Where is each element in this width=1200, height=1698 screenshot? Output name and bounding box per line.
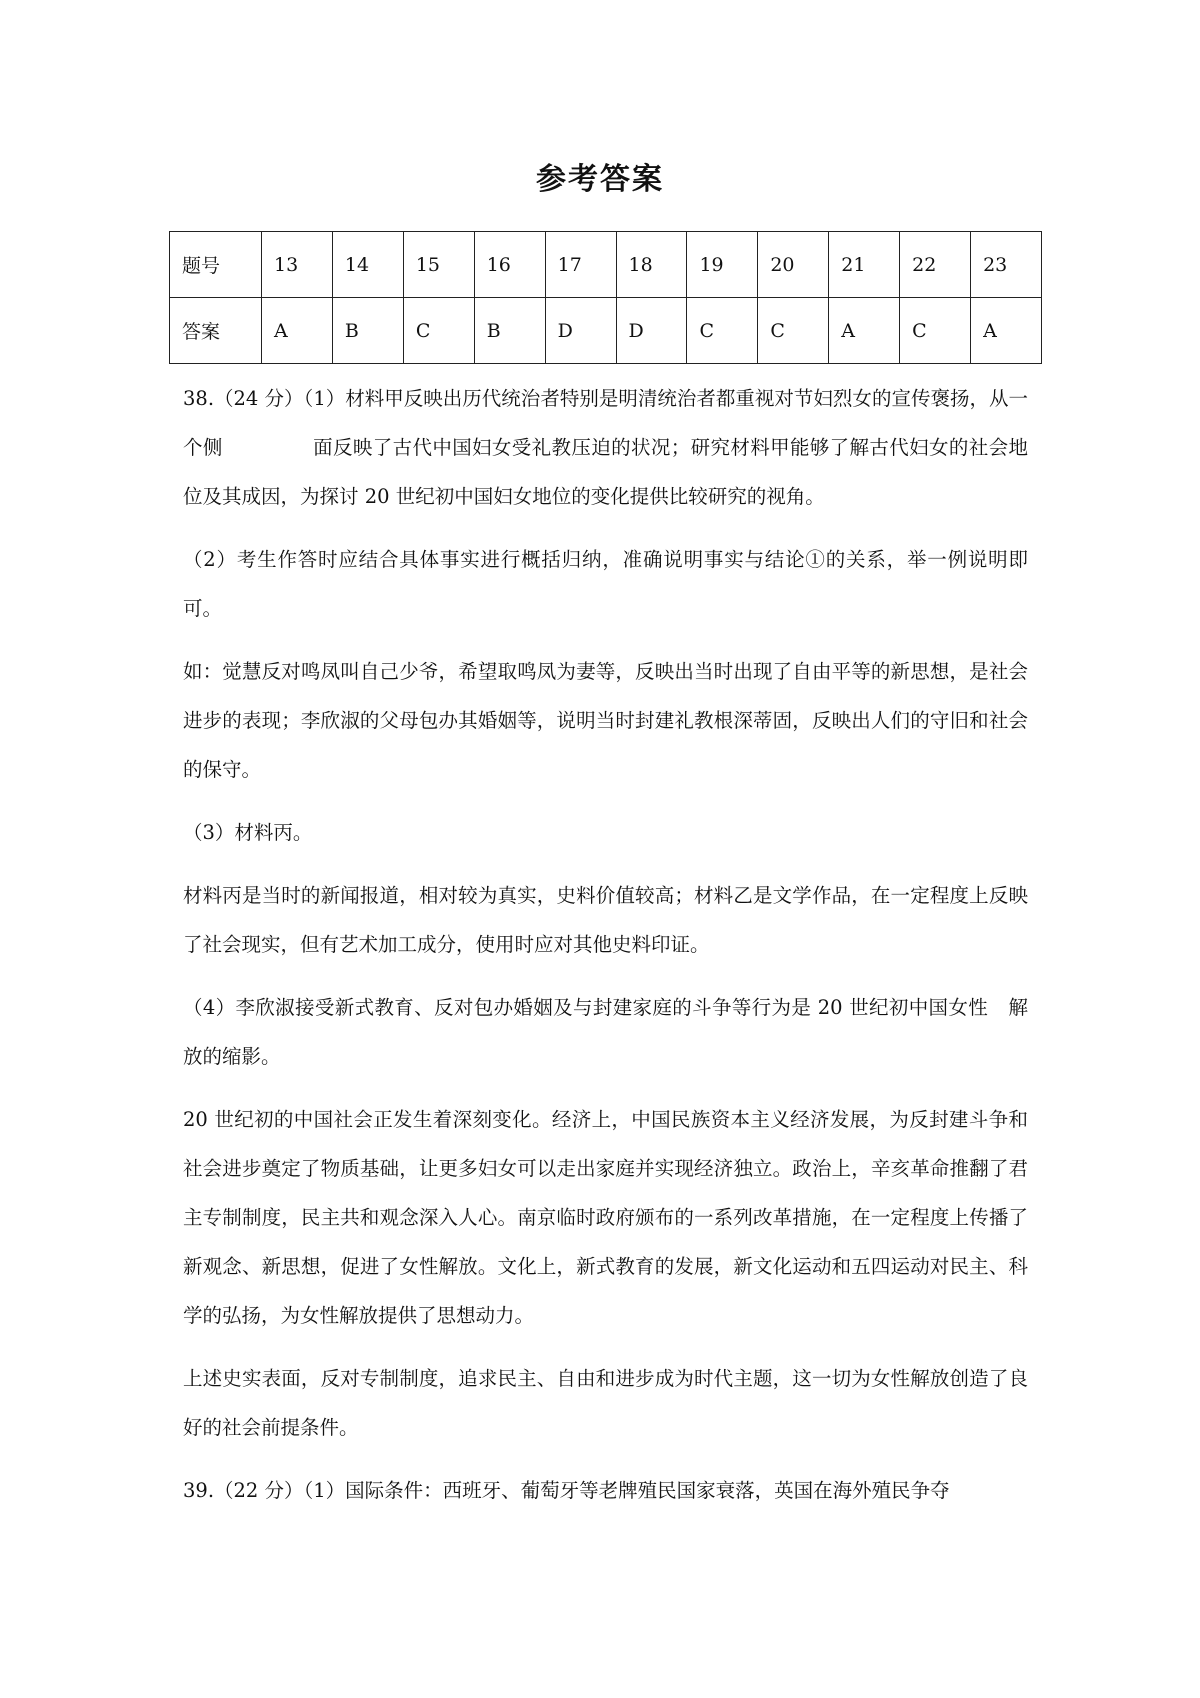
text-run: 解放的缩影。 xyxy=(183,996,1028,1068)
table-cell: 15 xyxy=(403,232,474,298)
table-cell: D xyxy=(616,298,687,364)
table-cell: 22 xyxy=(900,232,971,298)
text-run: 面反映了古代中国妇女受礼教压迫的状况；研究材料甲能够了解古代妇女的社会地位及其成因，为探讨 20 世纪初中国妇女地位的变化提供比较研究的视角。 xyxy=(183,436,1028,508)
table-cell: A xyxy=(262,298,333,364)
paragraph-q39-part1: 39.（22 分）（1）国际条件：西班牙、葡萄牙等老牌殖民国家衰落，英国在海外殖民争夺 xyxy=(183,1479,950,1502)
paragraph-q38-part3: （3）材料丙。 xyxy=(183,821,313,844)
paragraph-q38-part4 xyxy=(183,983,1028,1081)
table-cell: B xyxy=(332,298,403,364)
table-cell: 17 xyxy=(545,232,616,298)
row-label-question-number: 题号 xyxy=(170,232,262,298)
table-cell: C xyxy=(687,298,758,364)
table-cell: 13 xyxy=(262,232,333,298)
row-label-answer: 答案 xyxy=(170,298,262,364)
paragraph-q38-part1 xyxy=(183,374,1028,521)
answer-row xyxy=(170,298,1042,364)
table-cell: A xyxy=(971,298,1042,364)
table-cell: B xyxy=(474,298,545,364)
table-cell: 20 xyxy=(758,232,829,298)
table-cell: C xyxy=(758,298,829,364)
table-cell: 16 xyxy=(474,232,545,298)
table-cell: 19 xyxy=(687,232,758,298)
text-run: 38.（24 分）（1）材料甲反映出历代统治者特别是明清统治者都重视对节妇烈女的宣传褒扬，从一个侧 xyxy=(183,387,1028,459)
table-cell: 23 xyxy=(971,232,1042,298)
answer-table xyxy=(169,231,1042,364)
text-run: （4）李欣淑接受新式教育、反对包办婚姻及与封建家庭的斗争等行为是 20 世纪初中国女性 xyxy=(183,996,989,1019)
table-cell: A xyxy=(829,298,900,364)
table-cell: 14 xyxy=(332,232,403,298)
table-cell: 21 xyxy=(829,232,900,298)
paragraph-q38-part2: （2）考生作答时应结合具体事实进行概括归纳，准确说明事实与结论①的关系，举一例说明即可。 xyxy=(183,548,1028,620)
table-cell: D xyxy=(545,298,616,364)
table-cell: C xyxy=(403,298,474,364)
paragraph-q38-part3-explanation: 材料丙是当时的新闻报道，相对较为真实，史料价值较高；材料乙是文学作品，在一定程度上反映了社会现实，但有艺术加工成分，使用时应对其他史料印证。 xyxy=(183,884,1028,956)
paragraph-q38-conclusion: 上述史实表面，反对专制制度，追求民主、自由和进步成为时代主题，这一切为女性解放创造了良好的社会前提条件。 xyxy=(183,1367,1028,1439)
answer-content xyxy=(183,374,1028,1529)
paragraph-q38-background: 20 世纪初的中国社会正发生着深刻变化。经济上，中国民族资本主义经济发展，为反封建斗争和社会进步奠定了物质基础，让更多妇女可以走出家庭并实现经济独立。政治上，辛亥革命推翻了君主专制制度，民主共和观念深入人心。南京临时政府颁布的一系列改革措施，在一定程度上传播了新观念、新思想，促进了女性解放。文化上，新式教育的发展，新文化运动和五四运动对民主、科学的弘扬，为女性解放提供了思想动力。 xyxy=(183,1108,1028,1327)
paragraph-q38-example: 如：觉慧反对鸣凤叫自己少爷，希望取鸣凤为妻等，反映出当时出现了自由平等的新思想，是社会进步的表现；李欣淑的父母包办其婚姻等，说明当时封建礼教根深蒂固，反映出人们的守旧和社会的保守。 xyxy=(183,660,1028,781)
table-cell: 18 xyxy=(616,232,687,298)
page-title: 参考答案 xyxy=(536,162,664,197)
table-cell: C xyxy=(900,298,971,364)
question-number-row xyxy=(170,232,1042,298)
